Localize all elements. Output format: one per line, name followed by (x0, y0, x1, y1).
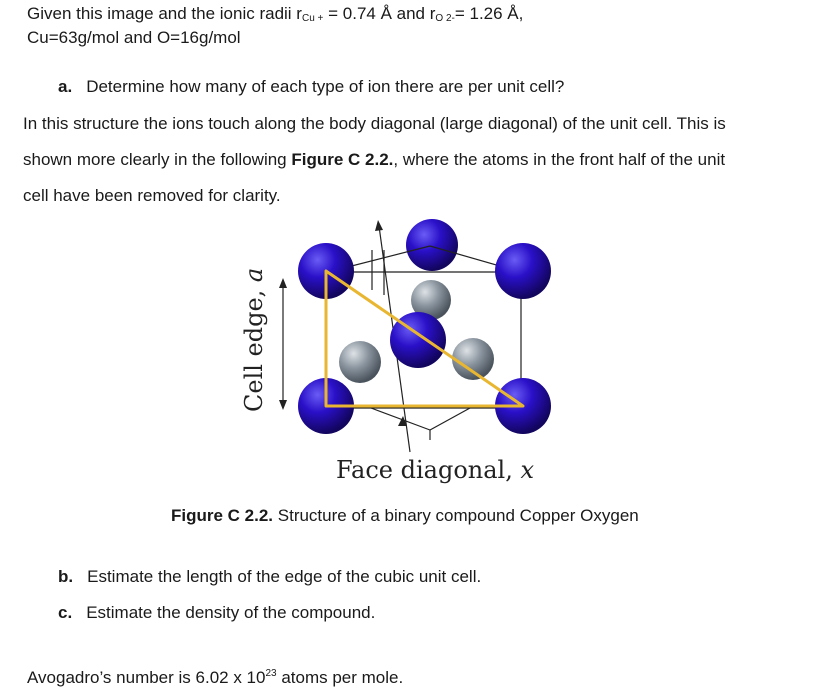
given-text: Given this image and the ionic radii r (27, 4, 302, 23)
question-c-text: Estimate the density of the compound. (86, 603, 376, 622)
given-text-3: = 1.26 Å, (454, 4, 524, 23)
figure-reference: Figure C 2.2. (291, 150, 394, 169)
caption-label: Figure C 2.2. (171, 506, 274, 525)
cell-edge-label: Cell edge, a (240, 267, 268, 412)
question-a-text: Determine how many of each type of ion there are per unit cell? (86, 77, 565, 96)
given-line (27, 3, 523, 30)
blue-ion-top-right (495, 243, 551, 299)
avogadro-text-2: atoms per mole. (276, 668, 404, 687)
molar-mass-line: Cu=63g/mol and O=16g/mol (27, 28, 241, 47)
avogadro-note (27, 663, 403, 689)
given-text-2: = 0.74 Å and r (323, 4, 436, 23)
r-cu-subscript: Cu + (301, 13, 324, 24)
avogadro-text: Avogadro’s number is 6.02 x 10 (27, 668, 266, 687)
blue-ion-back-top (406, 219, 458, 271)
question-b-label: b. (58, 567, 74, 586)
paragraph-line-1: In this structure the ions touch along the body diagonal (large diagonal) of the unit cell. This is (23, 114, 726, 133)
question-a (58, 76, 564, 98)
question-b (58, 566, 481, 588)
question-c (58, 602, 375, 624)
cell-edge-arrow (279, 278, 287, 410)
question-a-label: a. (58, 77, 73, 96)
paragraph-line-3: cell have been removed for clarity. (23, 186, 281, 205)
paragraph-text: shown more clearly in the following (23, 150, 292, 169)
r-o-subscript: O 2- (435, 13, 455, 24)
question-b-text: Estimate the length of the edge of the cubic unit cell. (87, 567, 482, 586)
question-c-label: c. (58, 603, 73, 622)
gray-ion-left (339, 341, 381, 383)
paragraph-text-2: , where the atoms in the front half of the unit (393, 150, 726, 169)
figure-caption (171, 505, 639, 527)
face-diagonal-label: Face diagonal, x (336, 456, 535, 484)
unit-cell-figure (230, 218, 570, 488)
caption-text: Structure of a binary compound Copper Oxygen (273, 506, 639, 525)
avogadro-exponent: 23 (265, 668, 277, 679)
paragraph-line-2 (23, 149, 725, 171)
gray-ion-right (452, 338, 494, 380)
